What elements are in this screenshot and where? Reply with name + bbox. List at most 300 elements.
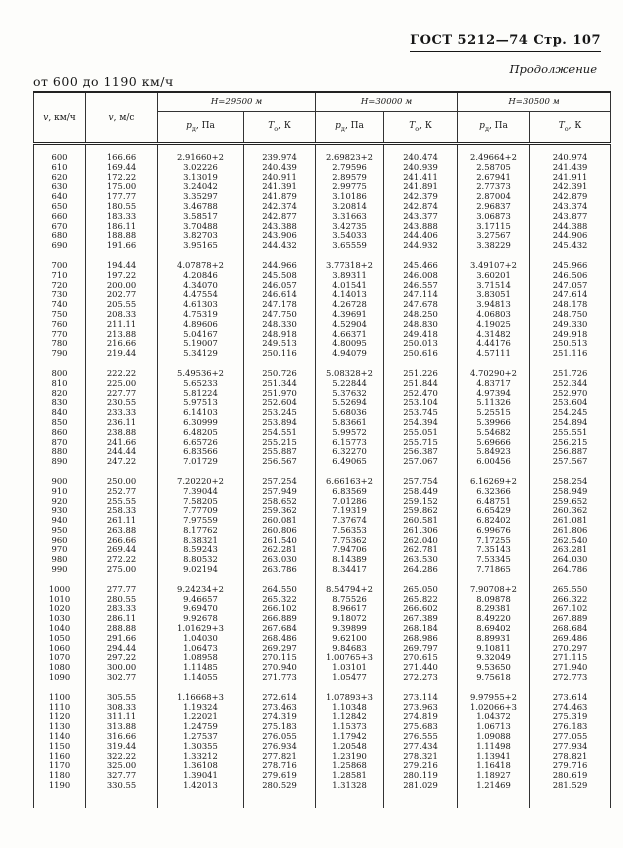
table-row: [34, 438, 611, 448]
table-cell: 277.055: [530, 732, 611, 742]
table-cell: 273.463: [244, 703, 316, 713]
table-cell: 5.08328+2: [316, 369, 384, 379]
group-spacer-row: [34, 575, 611, 585]
table-cell: 8.17762: [158, 526, 244, 536]
table-cell: 910: [34, 487, 86, 497]
table-cell: 3.42735: [316, 222, 384, 232]
table-cell: 268.684: [530, 624, 611, 634]
table-cell: 1.05477: [316, 673, 384, 683]
table-cell: 6.66163+2: [316, 477, 384, 487]
table-cell: 241.439: [530, 163, 611, 173]
airspeed-pressure-temperature-table: [33, 91, 611, 808]
table-cell: 4.75319: [158, 310, 244, 320]
spacer-cell: [316, 791, 384, 808]
table-cell: 257.254: [244, 477, 316, 487]
table-cell: 240.911: [244, 173, 316, 183]
table-cell: 5.22844: [316, 379, 384, 389]
table-cell: 180.55: [86, 202, 158, 212]
group-spacer-row: [34, 359, 611, 369]
table-cell: 330.55: [86, 781, 158, 791]
speed-symbol: v: [108, 112, 114, 123]
table-cell: 4.97394: [458, 389, 530, 399]
temperature-unit: , К: [568, 121, 582, 132]
table-cell: 267.889: [530, 614, 611, 624]
table-cell: 247.057: [530, 281, 611, 291]
table-cell: 810: [34, 379, 86, 389]
table-cell: 257.567: [530, 457, 611, 467]
table-cell: 262.540: [530, 536, 611, 546]
table-row: [34, 300, 611, 310]
table-cell: 4.89606: [158, 320, 244, 330]
table-cell: 249.513: [244, 339, 316, 349]
table-cell: 239.974: [244, 153, 316, 163]
spacer-cell: [244, 144, 316, 154]
table-cell: 4.47554: [158, 290, 244, 300]
table-cell: 6.30999: [158, 418, 244, 428]
table-cell: 6.83569: [316, 487, 384, 497]
table-cell: 266.102: [244, 604, 316, 614]
table-row: [34, 565, 611, 575]
table-cell: 268.486: [244, 634, 316, 644]
table-cell: 7.90708+2: [458, 585, 530, 595]
table-cell: 279.716: [530, 761, 611, 771]
table-cell: 249.918: [530, 330, 611, 340]
table-cell: 8.96617: [316, 604, 384, 614]
table-cell: 7.19319: [316, 506, 384, 516]
table-cell: 279.619: [244, 771, 316, 781]
table-cell: 255.887: [244, 447, 316, 457]
table-cell: 1.27537: [158, 732, 244, 742]
spacer-cell: [158, 251, 244, 261]
temperature-symbol: Т: [268, 121, 275, 132]
table-cell: 246.614: [244, 290, 316, 300]
table-cell: 270.940: [244, 663, 316, 673]
table-cell: 222.22: [86, 369, 158, 379]
spacer-cell: [158, 683, 244, 693]
table-cell: 6.83566: [158, 447, 244, 457]
table-cell: 280.619: [530, 771, 611, 781]
table-cell: 271.115: [530, 653, 611, 663]
table-cell: 1.03101: [316, 663, 384, 673]
table-cell: 1.19324: [158, 703, 244, 713]
spacer-cell: [244, 251, 316, 261]
table-cell: 259.362: [244, 506, 316, 516]
table-cell: 7.58205: [158, 497, 244, 507]
spacer-cell: [34, 467, 86, 477]
table-cell: 2.99775: [316, 182, 384, 192]
table-row: [34, 261, 611, 271]
spacer-cell: [458, 359, 530, 369]
pressure-subscript: д: [484, 124, 489, 133]
table-cell: 262.040: [384, 536, 458, 546]
table-cell: 273.114: [384, 693, 458, 703]
table-cell: 6.14103: [158, 408, 244, 418]
table-cell: 1150: [34, 742, 86, 752]
table-row: [34, 771, 611, 781]
table-cell: 1.00765+3: [316, 653, 384, 663]
table-cell: 264.286: [384, 565, 458, 575]
table-row: [34, 447, 611, 457]
table-cell: 241.411: [384, 173, 458, 183]
spacer-cell: [86, 144, 158, 154]
table-cell: 9.92678: [158, 614, 244, 624]
table-cell: 275.00: [86, 565, 158, 575]
table-cell: 4.66371: [316, 330, 384, 340]
table-cell: 252.77: [86, 487, 158, 497]
table-cell: 268.986: [384, 634, 458, 644]
table-cell: 3.89311: [316, 271, 384, 281]
table-cell: 255.551: [530, 428, 611, 438]
table-cell: 275.683: [384, 722, 458, 732]
table-cell: 4.80095: [316, 339, 384, 349]
table-cell: 288.88: [86, 624, 158, 634]
pressure-subscript: д: [191, 124, 196, 133]
table-cell: 7.01286: [316, 497, 384, 507]
table-cell: 1.30355: [158, 742, 244, 752]
table-cell: 302.77: [86, 673, 158, 683]
table-cell: 5.19007: [158, 339, 244, 349]
table-cell: 257.949: [244, 487, 316, 497]
spacer-cell: [530, 575, 611, 585]
table-cell: 2.49664+2: [458, 153, 530, 163]
table-cell: 252.470: [384, 389, 458, 399]
table-row: [34, 182, 611, 192]
table-cell: 202.77: [86, 290, 158, 300]
table-cell: 4.07878+2: [158, 261, 244, 271]
table-cell: 5.11326: [458, 398, 530, 408]
spacer-cell: [316, 575, 384, 585]
table-cell: 4.06803: [458, 310, 530, 320]
table-cell: 250.00: [86, 477, 158, 487]
table-cell: 4.83717: [458, 379, 530, 389]
table-cell: 3.65559: [316, 241, 384, 251]
table-cell: 271.940: [530, 663, 611, 673]
table-cell: 5.99572: [316, 428, 384, 438]
table-cell: 5.83661: [316, 418, 384, 428]
table-cell: 252.344: [530, 379, 611, 389]
table-cell: 1180: [34, 771, 86, 781]
table-cell: 7.20220+2: [158, 477, 244, 487]
table-row: [34, 173, 611, 183]
table-cell: 1.42013: [158, 781, 244, 791]
table-cell: 277.821: [244, 752, 316, 762]
table-cell: 256.887: [530, 447, 611, 457]
temperature-symbol: Т: [409, 121, 416, 132]
table-row: [34, 408, 611, 418]
table-cell: 1020: [34, 604, 86, 614]
table-cell: 236.11: [86, 418, 158, 428]
table-cell: 870: [34, 438, 86, 448]
table-cell: 280.55: [86, 595, 158, 605]
table-cell: 1.04030: [158, 634, 244, 644]
table-cell: 710: [34, 271, 86, 281]
table-cell: 6.32270: [316, 447, 384, 457]
table-cell: 219.44: [86, 349, 158, 359]
table-cell: 3.31663: [316, 212, 384, 222]
table-row: [34, 634, 611, 644]
table-row: [34, 349, 611, 359]
table-cell: 254.894: [530, 418, 611, 428]
spacer-cell: [86, 251, 158, 261]
table-cell: 9.18072: [316, 614, 384, 624]
table-cell: 250.616: [384, 349, 458, 359]
spacer-cell: [34, 791, 86, 808]
table-cell: 630: [34, 182, 86, 192]
table-row: [34, 310, 611, 320]
table-cell: 183.33: [86, 212, 158, 222]
table-row: [34, 712, 611, 722]
table-cell: 227.77: [86, 389, 158, 399]
column-header-temperature-30000: [384, 112, 458, 144]
table-cell: 4.70290+2: [458, 369, 530, 379]
table-cell: 850: [34, 418, 86, 428]
table-cell: 275.319: [530, 712, 611, 722]
table-cell: 256.215: [530, 438, 611, 448]
table-row: [34, 526, 611, 536]
spacer-cell: [86, 467, 158, 477]
table-cell: 7.01729: [158, 457, 244, 467]
table-cell: 800: [34, 369, 86, 379]
spacer-cell: [34, 575, 86, 585]
spacer-cell: [384, 467, 458, 477]
table-cell: 780: [34, 339, 86, 349]
spacer-cell: [316, 144, 384, 154]
table-cell: 1.23190: [316, 752, 384, 762]
table-cell: 245.432: [530, 241, 611, 251]
table-cell: 7.97559: [158, 516, 244, 526]
table-cell: 249.418: [384, 330, 458, 340]
table-cell: 1.20548: [316, 742, 384, 752]
table-cell: 300.00: [86, 663, 158, 673]
table-cell: 267.389: [384, 614, 458, 624]
table-cell: 690: [34, 241, 86, 251]
table-cell: 2.91660+2: [158, 153, 244, 163]
table-cell: 213.88: [86, 330, 158, 340]
table-cell: 8.09878: [458, 595, 530, 605]
table-cell: 5.37632: [316, 389, 384, 399]
table-cell: 6.99676: [458, 526, 530, 536]
table-cell: 188.88: [86, 231, 158, 241]
table-cell: 4.61303: [158, 300, 244, 310]
table-cell: 970: [34, 545, 86, 555]
table-cell: 1.16668+3: [158, 693, 244, 703]
table-cell: 305.55: [86, 693, 158, 703]
table-cell: 248.750: [530, 310, 611, 320]
table-cell: 248.250: [384, 310, 458, 320]
table-cell: 254.394: [384, 418, 458, 428]
table-cell: 750: [34, 310, 86, 320]
table-cell: 9.32049: [458, 653, 530, 663]
spacer-cell: [86, 791, 158, 808]
table-cell: 200.00: [86, 281, 158, 291]
table-cell: 248.178: [530, 300, 611, 310]
table-cell: 276.183: [530, 722, 611, 732]
table-cell: 880: [34, 447, 86, 457]
table-cell: 820: [34, 389, 86, 399]
table-cell: 283.33: [86, 604, 158, 614]
table-cell: 260.362: [530, 506, 611, 516]
table-cell: 247.22: [86, 457, 158, 467]
table-cell: 1170: [34, 761, 86, 771]
table-row: [34, 457, 611, 467]
table-cell: 5.54682: [458, 428, 530, 438]
table-cell: 248.918: [244, 330, 316, 340]
table-cell: 1.12842: [316, 712, 384, 722]
table-cell: 267.102: [530, 604, 611, 614]
column-header-temperature-29500: [244, 112, 316, 144]
table-cell: 1130: [34, 722, 86, 732]
spacer-cell: [530, 467, 611, 477]
table-cell: 8.38321: [158, 536, 244, 546]
table-row: [34, 536, 611, 546]
table-cell: 1.15373: [316, 722, 384, 732]
table-cell: 243.388: [244, 222, 316, 232]
table-cell: 270.615: [384, 653, 458, 663]
table-cell: 311.11: [86, 712, 158, 722]
table-cell: 5.97513: [158, 398, 244, 408]
table-cell: 272.773: [530, 673, 611, 683]
table-cell: 243.906: [244, 231, 316, 241]
table-header: [34, 92, 611, 144]
table-cell: 8.80532: [158, 555, 244, 565]
table-cell: 9.97955+2: [458, 693, 530, 703]
table-cell: 1.02066+3: [458, 703, 530, 713]
pressure-unit: , Па: [195, 121, 215, 132]
table-cell: 248.830: [384, 320, 458, 330]
table-cell: 3.70488: [158, 222, 244, 232]
table-cell: 5.04167: [158, 330, 244, 340]
table-cell: 1.11485: [158, 663, 244, 673]
pressure-symbol: р: [479, 121, 485, 132]
table-cell: 1080: [34, 663, 86, 673]
table-cell: 1.33212: [158, 752, 244, 762]
table-cell: 4.26728: [316, 300, 384, 310]
table-cell: 4.20846: [158, 271, 244, 281]
table-cell: 7.77709: [158, 506, 244, 516]
table-cell: 2.96837: [458, 202, 530, 212]
table-cell: 250.013: [384, 339, 458, 349]
table-cell: 8.54794+2: [316, 585, 384, 595]
table-cell: 950: [34, 526, 86, 536]
table-cell: 208.33: [86, 310, 158, 320]
spacer-cell: [458, 467, 530, 477]
table-cell: 172.22: [86, 173, 158, 183]
table-cell: 1.31328: [316, 781, 384, 791]
table-cell: 256.387: [384, 447, 458, 457]
table-cell: 246.506: [530, 271, 611, 281]
table-cell: 267.684: [244, 624, 316, 634]
column-header-pressure-29500: [158, 112, 244, 144]
spacer-cell: [244, 467, 316, 477]
table-cell: 297.22: [86, 653, 158, 663]
table-cell: 166.66: [86, 153, 158, 163]
table-cell: 9.24234+2: [158, 585, 244, 595]
table-cell: 5.68036: [316, 408, 384, 418]
table-row: [34, 281, 611, 291]
table-cell: 245.966: [530, 261, 611, 271]
table-cell: 7.71865: [458, 565, 530, 575]
table-cell: 274.319: [244, 712, 316, 722]
table-cell: 265.822: [384, 595, 458, 605]
speed-ms-unit: , м/с: [113, 112, 135, 123]
table-cell: 261.306: [384, 526, 458, 536]
table-cell: 269.44: [86, 545, 158, 555]
table-cell: 740: [34, 300, 86, 310]
table-cell: 1.06713: [458, 722, 530, 732]
table-cell: 3.10186: [316, 192, 384, 202]
table-cell: 253.604: [530, 398, 611, 408]
spacer-cell: [384, 791, 458, 808]
table-cell: 263.281: [530, 545, 611, 555]
table-cell: 263.030: [244, 555, 316, 565]
table-cell: 8.59243: [158, 545, 244, 555]
spacer-cell: [530, 791, 611, 808]
table-row: [34, 153, 611, 163]
table-cell: 1.11498: [458, 742, 530, 752]
table-cell: 244.44: [86, 447, 158, 457]
table-cell: 244.906: [530, 231, 611, 241]
table-row: [34, 595, 611, 605]
table-cell: 270.297: [530, 644, 611, 654]
table-cell: 5.65233: [158, 379, 244, 389]
table-cell: 1.39041: [158, 771, 244, 781]
table-row: [34, 212, 611, 222]
table-cell: 660: [34, 212, 86, 222]
table-cell: 242.379: [384, 192, 458, 202]
table-cell: 9.84683: [316, 644, 384, 654]
table-cell: 900: [34, 477, 86, 487]
table-cell: 6.15773: [316, 438, 384, 448]
temperature-symbol: Т: [558, 121, 565, 132]
table-cell: 269.797: [384, 644, 458, 654]
table-cell: 1120: [34, 712, 86, 722]
table-cell: 241.911: [530, 173, 611, 183]
table-row: [34, 555, 611, 565]
table-cell: 7.56353: [316, 526, 384, 536]
table-cell: 258.652: [244, 497, 316, 507]
table-cell: 259.152: [384, 497, 458, 507]
spacer-cell: [384, 575, 458, 585]
table-cell: 6.00456: [458, 457, 530, 467]
table-cell: 205.55: [86, 300, 158, 310]
table-cell: 251.344: [244, 379, 316, 389]
table-cell: 3.46788: [158, 202, 244, 212]
table-cell: 322.22: [86, 752, 158, 762]
table-cell: 255.715: [384, 438, 458, 448]
table-cell: 247.614: [530, 290, 611, 300]
table-cell: 980: [34, 555, 86, 565]
table-cell: 244.406: [384, 231, 458, 241]
spacer-cell: [316, 467, 384, 477]
table-cell: 244.966: [244, 261, 316, 271]
temperature-subscript: о: [415, 124, 420, 133]
table-cell: 6.16269+2: [458, 477, 530, 487]
table-cell: 274.819: [384, 712, 458, 722]
table-row: [34, 389, 611, 399]
table-cell: 258.449: [384, 487, 458, 497]
table-cell: 245.466: [384, 261, 458, 271]
table-cell: 3.27567: [458, 231, 530, 241]
table-row: [34, 487, 611, 497]
table-cell: 8.69402: [458, 624, 530, 634]
table-cell: 1.07893+3: [316, 693, 384, 703]
table-cell: 9.69470: [158, 604, 244, 614]
table-cell: 1.36108: [158, 761, 244, 771]
table-cell: 274.463: [530, 703, 611, 713]
table-cell: 6.48751: [458, 497, 530, 507]
table-cell: 700: [34, 261, 86, 271]
table-cell: 4.44176: [458, 339, 530, 349]
